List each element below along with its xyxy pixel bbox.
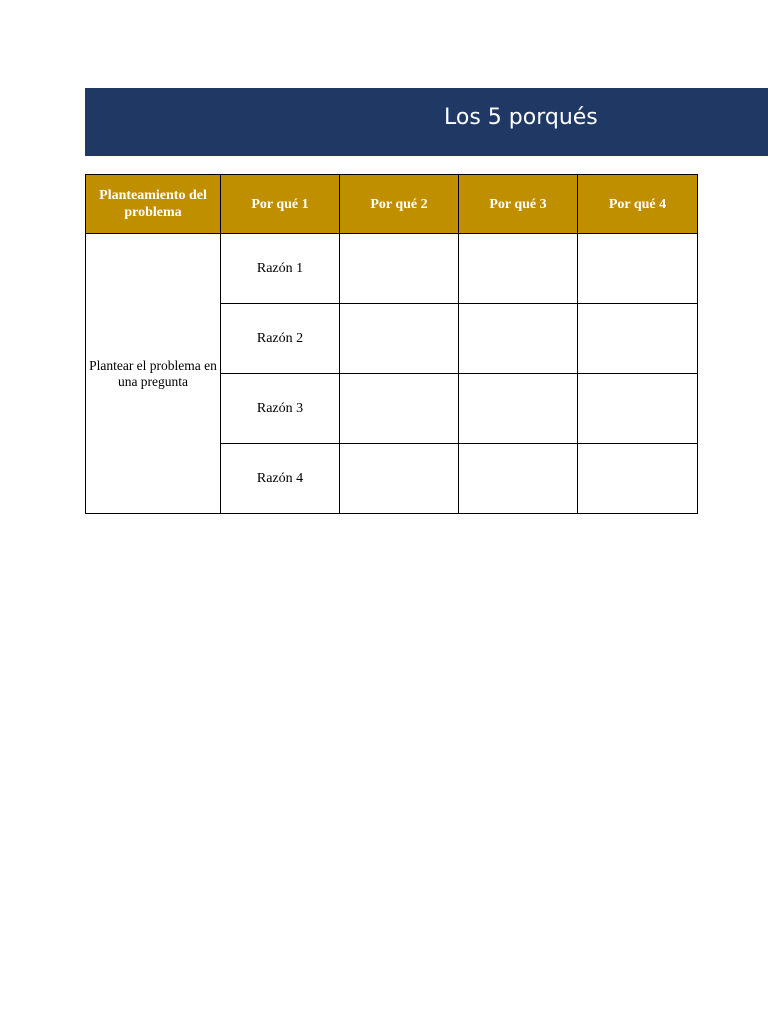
why-4-cell[interactable] — [578, 304, 698, 374]
header-why-4: Por qué 4 — [578, 175, 698, 234]
header-problem-statement: Planteamiento del problema — [86, 175, 221, 234]
header-why-3: Por qué 3 — [459, 175, 578, 234]
why-3-cell[interactable] — [459, 234, 578, 304]
why-2-cell[interactable] — [340, 374, 459, 444]
problem-prompt-cell[interactable]: Plantear el problema en una pregunta — [86, 234, 221, 514]
why-2-cell[interactable] — [340, 234, 459, 304]
header-why-1: Por qué 1 — [221, 175, 340, 234]
table-row — [86, 234, 698, 304]
why-3-cell[interactable] — [459, 444, 578, 514]
why-3-cell[interactable] — [459, 374, 578, 444]
reason-cell: Razón 3 — [221, 374, 340, 444]
reason-cell: Razón 2 — [221, 304, 340, 374]
why-2-cell[interactable] — [340, 444, 459, 514]
reason-cell: Razón 1 — [221, 234, 340, 304]
why-4-cell[interactable] — [578, 444, 698, 514]
why-4-cell[interactable] — [578, 234, 698, 304]
reason-cell: Razón 4 — [221, 444, 340, 514]
why-4-cell[interactable] — [578, 374, 698, 444]
header-why-2: Por qué 2 — [340, 175, 459, 234]
title-banner — [85, 88, 768, 156]
why-2-cell[interactable] — [340, 304, 459, 374]
five-whys-table — [85, 174, 698, 514]
header-row — [86, 175, 698, 234]
why-3-cell[interactable] — [459, 304, 578, 374]
page-title: Los 5 porqués — [444, 105, 598, 130]
